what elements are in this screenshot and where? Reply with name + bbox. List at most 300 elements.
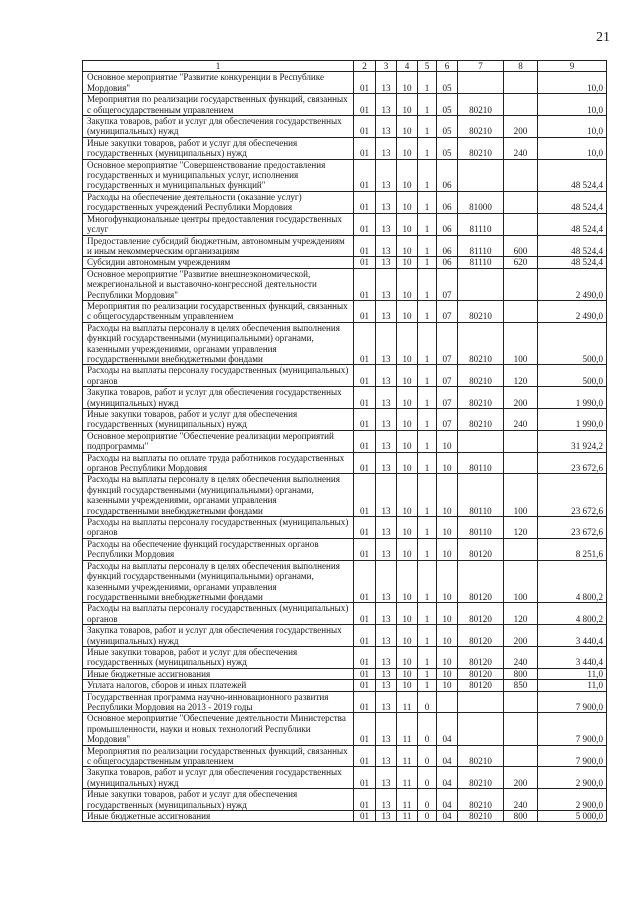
amount-cell: 2 490,0: [538, 300, 607, 322]
table-row: [83, 235, 607, 257]
row-name-cell: Мероприятия по реализации государственных функций, связанных с общегосударственным управлением: [83, 300, 354, 322]
expense-type-cell: [504, 159, 538, 191]
expense-direction-cell: 80120: [458, 668, 504, 679]
expense-type-cell: [504, 538, 538, 560]
section-code-cell: 01: [354, 745, 376, 767]
section-code-cell: 01: [354, 191, 376, 213]
program-code-cell: 11: [397, 789, 418, 811]
subprogram-code-cell: 1: [418, 680, 437, 691]
section-code-cell: 01: [354, 159, 376, 191]
subprogram-code-cell: 0: [418, 789, 437, 811]
expense-type-cell: [504, 191, 538, 213]
expense-direction-cell: [458, 713, 504, 745]
table-row: [83, 322, 607, 365]
subsection-code-cell: 13: [376, 235, 397, 257]
expense-direction-cell: [458, 268, 504, 300]
row-name-cell: Государственная программа научно-инновационного развития Республики Мордовия на 2013 - 2019 годы: [83, 691, 354, 713]
subprogram-code-cell: 0: [418, 691, 437, 713]
amount-cell: 1 990,0: [538, 409, 607, 431]
amount-cell: 48 524,4: [538, 159, 607, 191]
table-row: [83, 713, 607, 745]
program-code-cell: 11: [397, 691, 418, 713]
measure-code-cell: 06: [437, 235, 458, 257]
amount-cell: 23 672,6: [538, 517, 607, 539]
measure-code-cell: 04: [437, 713, 458, 745]
program-code-cell: 10: [397, 116, 418, 138]
program-code-cell: 11: [397, 745, 418, 767]
program-code-cell: 10: [397, 257, 418, 268]
row-name-cell: Предоставление субсидий бюджетным, автономным учреждениям и иным некоммерческим организациям: [83, 235, 354, 257]
amount-cell: 8 251,6: [538, 538, 607, 560]
subsection-code-cell: 13: [376, 517, 397, 539]
section-code-cell: 01: [354, 691, 376, 713]
amount-cell: 10,0: [538, 137, 607, 159]
table-row: [83, 116, 607, 138]
expense-direction-cell: 80210: [458, 300, 504, 322]
amount-cell: 3 440,4: [538, 646, 607, 668]
table-row: [83, 300, 607, 322]
expense-direction-cell: 80210: [458, 811, 504, 822]
measure-code-cell: 04: [437, 745, 458, 767]
measure-code-cell: 10: [437, 538, 458, 560]
expense-direction-cell: 80210: [458, 789, 504, 811]
measure-code-cell: 10: [437, 603, 458, 625]
measure-code-cell: 06: [437, 159, 458, 191]
program-code-cell: 10: [397, 452, 418, 474]
expense-type-cell: [504, 713, 538, 745]
expense-type-cell: 120: [504, 365, 538, 387]
amount-cell: 1 990,0: [538, 387, 607, 409]
row-name-cell: Мероприятия по реализации государственных функций, связанных с общегосударственным управлением: [83, 745, 354, 767]
measure-code-cell: 05: [437, 137, 458, 159]
table-row: [83, 767, 607, 789]
measure-code-cell: 10: [437, 668, 458, 679]
subsection-code-cell: 13: [376, 691, 397, 713]
expense-type-cell: 200: [504, 625, 538, 647]
expense-direction-cell: 80210: [458, 116, 504, 138]
subprogram-code-cell: 0: [418, 745, 437, 767]
subprogram-code-cell: 1: [418, 517, 437, 539]
measure-code-cell: 10: [437, 474, 458, 517]
row-name-cell: Иные бюджетные ассигнования: [83, 811, 354, 822]
row-name-cell: Расходы на выплаты персоналу в целях обеспечения выполнения функций государственными (муниципальными) органами, казенными учреждениями, органами управления государственными внебюджетными фондами: [83, 474, 354, 517]
expense-direction-cell: 80120: [458, 560, 504, 603]
section-code-cell: 01: [354, 365, 376, 387]
subprogram-code-cell: 0: [418, 713, 437, 745]
row-name-cell: Иные закупки товаров, работ и услуг для обеспечения государственных (муниципальных) нужд: [83, 137, 354, 159]
expense-type-cell: 800: [504, 811, 538, 822]
subprogram-code-cell: 1: [418, 625, 437, 647]
subprogram-code-cell: 1: [418, 72, 437, 94]
program-code-cell: 10: [397, 668, 418, 679]
program-code-cell: 11: [397, 713, 418, 745]
subsection-code-cell: 13: [376, 811, 397, 822]
measure-code-cell: 06: [437, 191, 458, 213]
measure-code-cell: 07: [437, 322, 458, 365]
table-row: [83, 691, 607, 713]
header-col-2: 2: [354, 61, 376, 72]
section-code-cell: 01: [354, 646, 376, 668]
expense-direction-cell: 80210: [458, 94, 504, 116]
expense-type-cell: 240: [504, 409, 538, 431]
subprogram-code-cell: 1: [418, 603, 437, 625]
expense-direction-cell: 81000: [458, 191, 504, 213]
subsection-code-cell: 13: [376, 300, 397, 322]
table-row: [83, 560, 607, 603]
subsection-code-cell: 13: [376, 137, 397, 159]
measure-code-cell: 10: [437, 517, 458, 539]
expense-direction-cell: 80120: [458, 680, 504, 691]
subprogram-code-cell: 1: [418, 452, 437, 474]
row-name-cell: Расходы на выплаты персоналу государственных (муниципальных) органов: [83, 517, 354, 539]
table-row: [83, 191, 607, 213]
measure-code-cell: [437, 691, 458, 713]
table-row: [83, 257, 607, 268]
section-code-cell: 01: [354, 452, 376, 474]
header-col-7: 7: [458, 61, 504, 72]
section-code-cell: 01: [354, 430, 376, 452]
subprogram-code-cell: 1: [418, 646, 437, 668]
row-name-cell: Закупка товаров, работ и услуг для обеспечения государственных (муниципальных) нужд: [83, 387, 354, 409]
section-code-cell: 01: [354, 213, 376, 235]
amount-cell: 11,0: [538, 680, 607, 691]
subsection-code-cell: 13: [376, 668, 397, 679]
expense-type-cell: [504, 268, 538, 300]
subprogram-code-cell: 1: [418, 94, 437, 116]
expense-direction-cell: [458, 72, 504, 94]
program-code-cell: 10: [397, 538, 418, 560]
subprogram-code-cell: 1: [418, 474, 437, 517]
expense-direction-cell: [458, 691, 504, 713]
table-row: [83, 387, 607, 409]
page-number: 21: [596, 30, 610, 45]
row-name-cell: Закупка товаров, работ и услуг для обеспечения государственных (муниципальных) нужд: [83, 116, 354, 138]
subsection-code-cell: 13: [376, 257, 397, 268]
section-code-cell: 01: [354, 789, 376, 811]
subsection-code-cell: 13: [376, 713, 397, 745]
section-code-cell: 01: [354, 72, 376, 94]
row-name-cell: Расходы на выплаты по оплате труда работников государственных органов Республики Мордовия: [83, 452, 354, 474]
section-code-cell: 01: [354, 474, 376, 517]
amount-cell: 48 524,4: [538, 213, 607, 235]
amount-cell: 4 800,2: [538, 560, 607, 603]
expense-direction-cell: 80210: [458, 745, 504, 767]
table-row: [83, 72, 607, 94]
measure-code-cell: 07: [437, 409, 458, 431]
section-code-cell: 01: [354, 322, 376, 365]
expense-type-cell: 850: [504, 680, 538, 691]
table-header-row: [83, 61, 607, 72]
section-code-cell: 01: [354, 257, 376, 268]
table-row: [83, 789, 607, 811]
table-row: [83, 625, 607, 647]
row-name-cell: Уплата налогов, сборов и иных платежей: [83, 680, 354, 691]
program-code-cell: 10: [397, 646, 418, 668]
section-code-cell: 01: [354, 625, 376, 647]
table-row: [83, 365, 607, 387]
subsection-code-cell: 13: [376, 365, 397, 387]
amount-cell: 3 440,4: [538, 625, 607, 647]
subprogram-code-cell: 1: [418, 159, 437, 191]
expense-type-cell: [504, 72, 538, 94]
subsection-code-cell: 13: [376, 538, 397, 560]
program-code-cell: 10: [397, 625, 418, 647]
table-row: [83, 268, 607, 300]
row-name-cell: Расходы на выплаты персоналу государственных (муниципальных) органов: [83, 365, 354, 387]
subprogram-code-cell: 1: [418, 268, 437, 300]
measure-code-cell: 10: [437, 560, 458, 603]
row-name-cell: Многофункциональные центры предоставления государственных услуг: [83, 213, 354, 235]
subsection-code-cell: 13: [376, 789, 397, 811]
expense-direction-cell: 80210: [458, 767, 504, 789]
subprogram-code-cell: 0: [418, 767, 437, 789]
amount-cell: 10,0: [538, 72, 607, 94]
expense-type-cell: 100: [504, 560, 538, 603]
subsection-code-cell: 13: [376, 213, 397, 235]
measure-code-cell: 06: [437, 213, 458, 235]
section-code-cell: 01: [354, 116, 376, 138]
subsection-code-cell: 13: [376, 767, 397, 789]
row-name-cell: Основное мероприятие "Обеспечение деятельности Министерства промышленности, науки и новых технологий Республики Мордовия": [83, 713, 354, 745]
row-name-cell: Иные закупки товаров, работ и услуг для обеспечения государственных (муниципальных) нужд: [83, 789, 354, 811]
expense-type-cell: 600: [504, 235, 538, 257]
expense-type-cell: 200: [504, 116, 538, 138]
program-code-cell: 10: [397, 72, 418, 94]
measure-code-cell: 06: [437, 257, 458, 268]
measure-code-cell: 07: [437, 268, 458, 300]
subprogram-code-cell: 1: [418, 538, 437, 560]
row-name-cell: Закупка товаров, работ и услуг для обеспечения государственных (муниципальных) нужд: [83, 767, 354, 789]
amount-cell: 7 900,0: [538, 745, 607, 767]
expense-type-cell: 200: [504, 767, 538, 789]
expense-direction-cell: [458, 159, 504, 191]
subprogram-code-cell: 1: [418, 560, 437, 603]
subprogram-code-cell: 1: [418, 365, 437, 387]
measure-code-cell: 10: [437, 646, 458, 668]
subprogram-code-cell: 1: [418, 409, 437, 431]
subsection-code-cell: 13: [376, 452, 397, 474]
expense-direction-cell: 80110: [458, 517, 504, 539]
amount-cell: 48 524,4: [538, 191, 607, 213]
program-code-cell: 10: [397, 430, 418, 452]
subprogram-code-cell: 1: [418, 300, 437, 322]
section-code-cell: 01: [354, 268, 376, 300]
expense-type-cell: [504, 691, 538, 713]
subsection-code-cell: 13: [376, 116, 397, 138]
row-name-cell: Закупка товаров, работ и услуг для обеспечения государственных (муниципальных) нужд: [83, 625, 354, 647]
row-name-cell: Основное мероприятие "Обеспечение реализации мероприятий подпрограммы": [83, 430, 354, 452]
expense-direction-cell: 80120: [458, 625, 504, 647]
program-code-cell: 10: [397, 213, 418, 235]
amount-cell: 48 524,4: [538, 235, 607, 257]
section-code-cell: 01: [354, 603, 376, 625]
expense-type-cell: 620: [504, 257, 538, 268]
row-name-cell: Иные бюджетные ассигнования: [83, 668, 354, 679]
program-code-cell: 10: [397, 94, 418, 116]
expense-type-cell: [504, 452, 538, 474]
program-code-cell: 10: [397, 387, 418, 409]
header-col-8: 8: [504, 61, 538, 72]
measure-code-cell: 10: [437, 680, 458, 691]
subprogram-code-cell: 1: [418, 137, 437, 159]
table-row: [83, 137, 607, 159]
header-col-5: 5: [418, 61, 437, 72]
section-code-cell: 01: [354, 713, 376, 745]
expense-direction-cell: 80120: [458, 538, 504, 560]
subprogram-code-cell: 1: [418, 257, 437, 268]
subsection-code-cell: 13: [376, 603, 397, 625]
section-code-cell: 01: [354, 137, 376, 159]
section-code-cell: 01: [354, 811, 376, 822]
amount-cell: 48 524,4: [538, 257, 607, 268]
amount-cell: 4 800,2: [538, 603, 607, 625]
section-code-cell: 01: [354, 767, 376, 789]
expense-direction-cell: 80110: [458, 474, 504, 517]
row-name-cell: Расходы на выплаты персоналу государственных (муниципальных) органов: [83, 603, 354, 625]
program-code-cell: 10: [397, 409, 418, 431]
table-row: [83, 668, 607, 679]
expense-direction-cell: 80120: [458, 603, 504, 625]
measure-code-cell: 07: [437, 387, 458, 409]
subprogram-code-cell: 1: [418, 668, 437, 679]
expense-type-cell: [504, 300, 538, 322]
expense-direction-cell: 81110: [458, 213, 504, 235]
header-col-1: 1: [83, 61, 354, 72]
expense-type-cell: 120: [504, 603, 538, 625]
amount-cell: 500,0: [538, 322, 607, 365]
row-name-cell: Мероприятия по реализации государственных функций, связанных с общегосударственным управлением: [83, 94, 354, 116]
program-code-cell: 10: [397, 680, 418, 691]
measure-code-cell: 10: [437, 430, 458, 452]
row-name-cell: Основное мероприятие "Совершенствование предоставления государственных и муниципальных услуг, исполнения государственных и муниципальных функций": [83, 159, 354, 191]
amount-cell: 2 490,0: [538, 268, 607, 300]
amount-cell: 10,0: [538, 116, 607, 138]
section-code-cell: 01: [354, 387, 376, 409]
expense-type-cell: 240: [504, 789, 538, 811]
measure-code-cell: 05: [437, 116, 458, 138]
expense-type-cell: 800: [504, 668, 538, 679]
section-code-cell: 01: [354, 538, 376, 560]
subsection-code-cell: 13: [376, 94, 397, 116]
amount-cell: 500,0: [538, 365, 607, 387]
subprogram-code-cell: 1: [418, 430, 437, 452]
amount-cell: 2 900,0: [538, 767, 607, 789]
expense-direction-cell: 80110: [458, 452, 504, 474]
subsection-code-cell: 13: [376, 625, 397, 647]
subsection-code-cell: 13: [376, 409, 397, 431]
subsection-code-cell: 13: [376, 680, 397, 691]
measure-code-cell: 04: [437, 767, 458, 789]
program-code-cell: 10: [397, 268, 418, 300]
table-row: [83, 159, 607, 191]
subsection-code-cell: 13: [376, 745, 397, 767]
amount-cell: 7 900,0: [538, 691, 607, 713]
section-code-cell: 01: [354, 560, 376, 603]
amount-cell: 23 672,6: [538, 452, 607, 474]
program-code-cell: 11: [397, 767, 418, 789]
subprogram-code-cell: 1: [418, 191, 437, 213]
measure-code-cell: 10: [437, 452, 458, 474]
table-row: [83, 94, 607, 116]
header-col-4: 4: [397, 61, 418, 72]
header-col-3: 3: [376, 61, 397, 72]
amount-cell: 31 924,2: [538, 430, 607, 452]
expense-type-cell: 240: [504, 646, 538, 668]
amount-cell: 10,0: [538, 94, 607, 116]
section-code-cell: 01: [354, 517, 376, 539]
measure-code-cell: 04: [437, 811, 458, 822]
amount-cell: 2 900,0: [538, 789, 607, 811]
expense-direction-cell: 81110: [458, 235, 504, 257]
expense-type-cell: 240: [504, 137, 538, 159]
amount-cell: 11,0: [538, 668, 607, 679]
expense-direction-cell: 80210: [458, 365, 504, 387]
expense-type-cell: [504, 745, 538, 767]
measure-code-cell: 04: [437, 789, 458, 811]
program-code-cell: 10: [397, 137, 418, 159]
row-name-cell: Основное мероприятие "Развитие внешнеэкономической, межрегиональной и выставочно-конгрессной деятельности Республики Мордовия": [83, 268, 354, 300]
subsection-code-cell: 13: [376, 159, 397, 191]
table-row: [83, 452, 607, 474]
row-name-cell: Иные закупки товаров, работ и услуг для обеспечения государственных (муниципальных) нужд: [83, 646, 354, 668]
subprogram-code-cell: 1: [418, 235, 437, 257]
subsection-code-cell: 13: [376, 191, 397, 213]
subprogram-code-cell: 0: [418, 811, 437, 822]
row-name-cell: Расходы на выплаты персоналу в целях обеспечения выполнения функций государственными (муниципальными) органами, казенными учреждениями, органами управления государственными внебюджетными фондами: [83, 560, 354, 603]
section-code-cell: 01: [354, 409, 376, 431]
expense-type-cell: [504, 213, 538, 235]
subsection-code-cell: 13: [376, 474, 397, 517]
row-name-cell: Иные закупки товаров, работ и услуг для обеспечения государственных (муниципальных) нужд: [83, 409, 354, 431]
subsection-code-cell: 13: [376, 322, 397, 365]
table-row: [83, 213, 607, 235]
program-code-cell: 10: [397, 560, 418, 603]
measure-code-cell: 07: [437, 300, 458, 322]
expense-direction-cell: 80120: [458, 646, 504, 668]
expense-direction-cell: [458, 430, 504, 452]
expense-direction-cell: 80210: [458, 322, 504, 365]
expense-direction-cell: 81110: [458, 257, 504, 268]
subprogram-code-cell: 1: [418, 322, 437, 365]
row-name-cell: Расходы на обеспечение деятельности (оказание услуг) государственных учреждений Республики Мордовия: [83, 191, 354, 213]
budget-table: [82, 60, 607, 822]
expense-type-cell: [504, 94, 538, 116]
subsection-code-cell: 13: [376, 646, 397, 668]
subprogram-code-cell: 1: [418, 213, 437, 235]
table-row: [83, 745, 607, 767]
subprogram-code-cell: 1: [418, 116, 437, 138]
table-row: [83, 680, 607, 691]
program-code-cell: 10: [397, 191, 418, 213]
program-code-cell: 10: [397, 603, 418, 625]
expense-type-cell: 100: [504, 322, 538, 365]
table-row: [83, 517, 607, 539]
expense-direction-cell: 80210: [458, 137, 504, 159]
expense-type-cell: [504, 430, 538, 452]
program-code-cell: 10: [397, 159, 418, 191]
subsection-code-cell: 13: [376, 560, 397, 603]
table-body: [83, 72, 607, 822]
table-row: [83, 603, 607, 625]
expense-type-cell: 100: [504, 474, 538, 517]
program-code-cell: 10: [397, 322, 418, 365]
subsection-code-cell: 13: [376, 72, 397, 94]
table-row: [83, 430, 607, 452]
section-code-cell: 01: [354, 94, 376, 116]
section-code-cell: 01: [354, 235, 376, 257]
subsection-code-cell: 13: [376, 430, 397, 452]
table-row: [83, 409, 607, 431]
